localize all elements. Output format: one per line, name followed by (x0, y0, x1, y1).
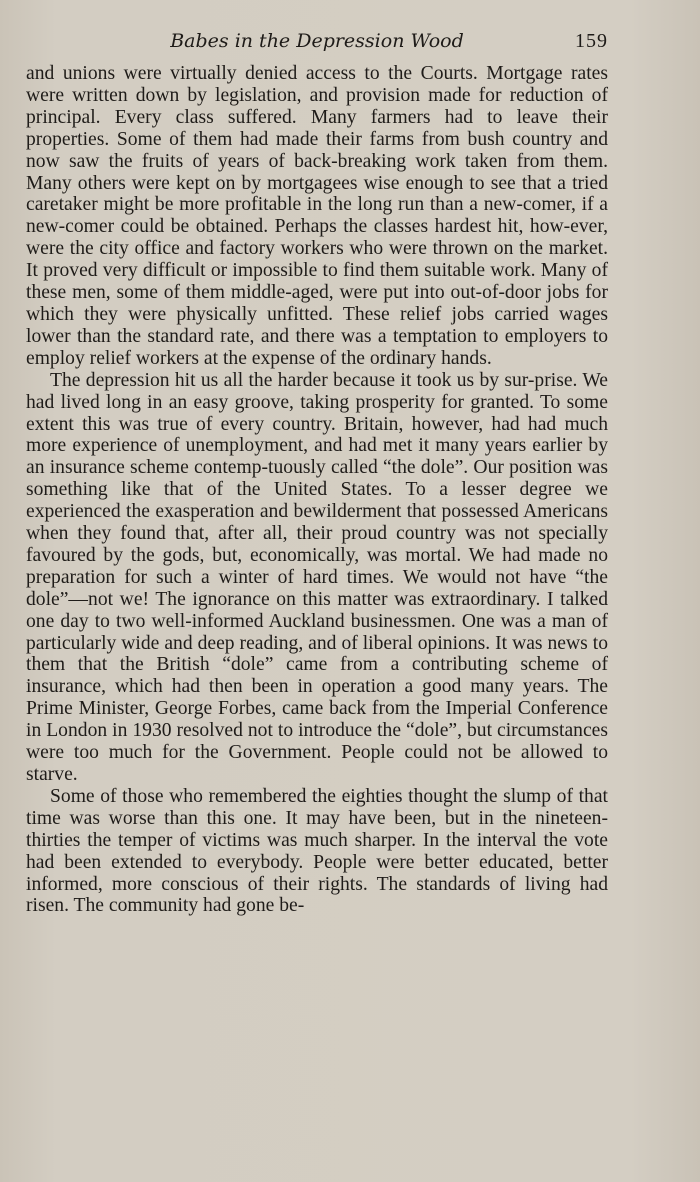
running-title: Babes in the Depression Wood (170, 30, 464, 52)
page-header (26, 30, 608, 60)
paragraph-eighties: Some of those who remembered the eighties thought the slump of that time was worse than this one. It may have been, but in the nineteen-thirties the temper of victims was much sharper. In the interval the vote had been extended to everybody. People were better educated, better informed, more conscious of their rights. The standards of living had risen. The community had gone be- (26, 785, 608, 917)
body-text (26, 63, 608, 917)
page-number: 159 (575, 30, 608, 52)
paragraph-depression: The depression hit us all the harder because it took us by sur-prise. We had lived long in an easy groove, taking prosperity for granted. To some extent this was true of every country. Britain, however, had had much more experience of unemployment, and had met it many years earlier by an insurance scheme contemp-tuously called “the dole”. Our position was something like that of the United States. To a lesser degree we experienced the exasperation and bewilderment that possessed Americans when they found that, after all, their proud country was not specially favoured by the gods, but, economically, was mortal. We had made no preparation for such a winter of hard times. We would not have “the dole”—not we! The ignorance on this matter was extraordinary. I talked one day to two well-informed Auckland businessmen. One was a man of particularly wide and deep reading, and of liberal opinions. It was news to them that the British “dole” came from a contributing scheme of insurance, which had then been in operation a good many years. The Prime Minister, George Forbes, came back from the Imperial Conference in London in 1930 resolved not to introduce the “dole”, but circumstances were too much for the Government. People could not be allowed to starve. (26, 369, 608, 785)
paragraph-continued: and unions were virtually denied access to the Courts. Mortgage rates were written down by legislation, and provision made for reduction of principal. Every class suffered. Many farmers had to leave their properties. Some of them had made their farms from bush country and now saw the fruits of years of back-breaking work taken from them. Many others were kept on by mortgagees wise enough to see that a tried caretaker might be more profitable in the long run than a new-comer, if a new-comer could be obtained. Perhaps the classes hardest hit, how-ever, were the city office and factory workers who were thrown on the market. It proved very difficult or impossible to find them suitable work. Many of these men, some of them middle-aged, were put into out-of-door jobs for which they were physically unfitted. These relief jobs carried wages lower than the standard rate, and there was a temptation to employers to employ relief workers at the expense of the ordinary hands. (26, 63, 608, 369)
